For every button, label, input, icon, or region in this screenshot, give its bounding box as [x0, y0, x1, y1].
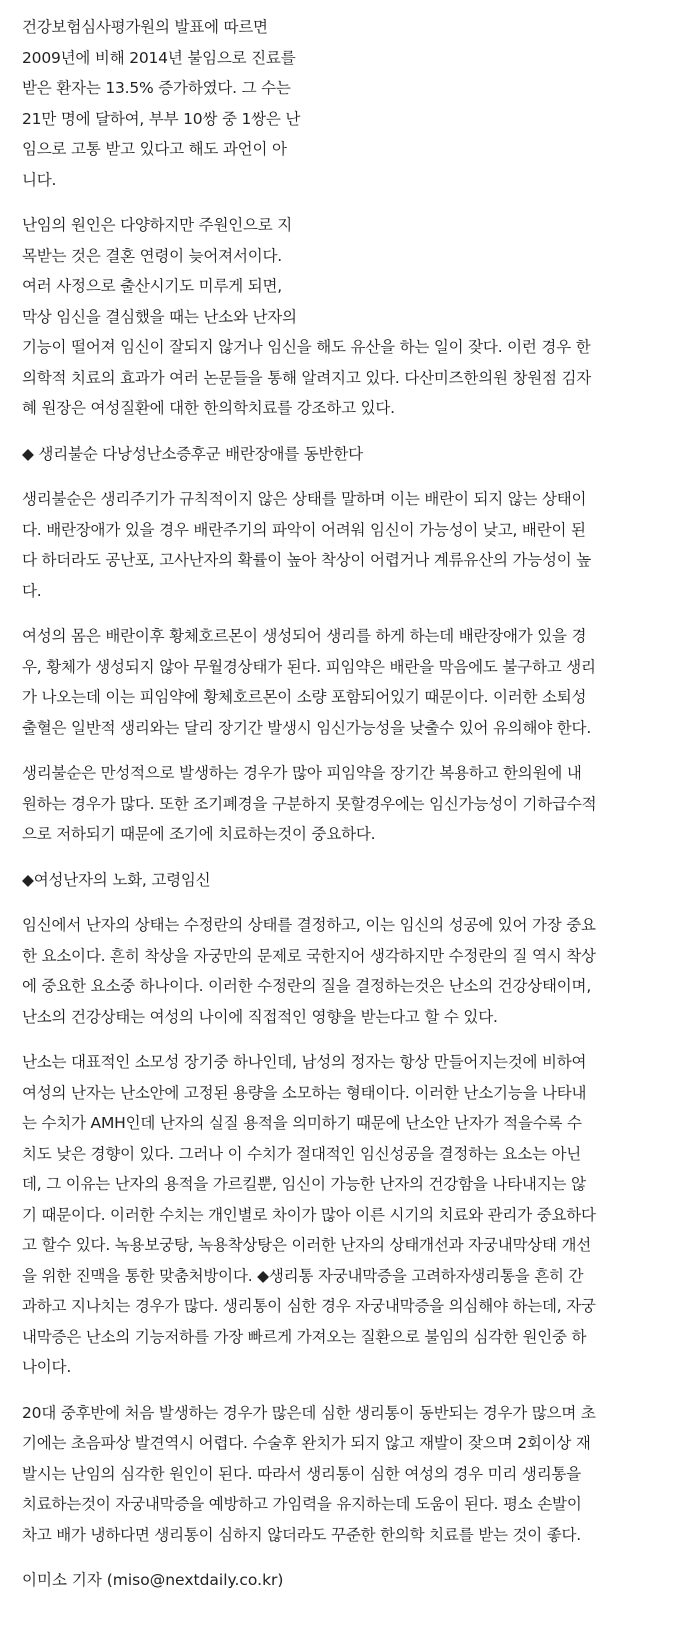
paragraph-line: 원하는 경우가 많다. 또한 조기폐경을 구분하지 못할경우에는 임신가능성이 기하급수적: [22, 794, 597, 813]
paragraph-line: 차고 배가 냉하다면 생리통이 심하지 않더라도 꾸준한 한의학 치료를 받는 것이 좋다.: [22, 1525, 582, 1544]
paragraph-line: 받은 환자는 13.5% 증가하였다. 그 수는: [22, 79, 291, 97]
paragraph-line: 임으로 고통 받고 있다고 해도 과언이 아: [22, 140, 287, 158]
paragraph-line: 우, 황체가 생성되지 않아 무월경상태가 된다. 피임약은 배란을 막음에도 불구하고 생리: [22, 657, 596, 676]
paragraph-line: 으로 저하되기 때문에 조기에 치료하는것이 중요하다.: [22, 825, 376, 843]
paragraph-line: 여러 사정으로 출산시기도 미루게 되면,: [22, 277, 283, 295]
paragraph-line: 기능이 떨어져 임신이 잘되지 않거나 임신을 해도 유산을 하는 일이 잦다. 이런 경우 한: [22, 338, 591, 356]
paragraph-line: 가 나오는데 이는 피임약에 황체호르몬이 소량 포함되어있기 때문이다. 이러한 소퇴성: [22, 688, 587, 706]
paragraph-line: 는 수치가 AMH인데 난자의 실질 용적을 의미하기 때문에 난소안 난자가 적을수록 수: [22, 1114, 582, 1132]
paragraph-line: 난소는 대표적인 소모성 장기중 하나인데, 남성의 정자는 항상 만들어지는것에 비하여: [22, 1053, 587, 1071]
paragraph-line: 을 위한 진맥을 통한 맞춤처방이다. ◆생리통 자궁내막증을 고려하자생리통을 흔히 간: [22, 1266, 584, 1285]
paragraph-line: 난임의 원인은 다양하지만 주원인으로 지: [22, 216, 293, 234]
paragraph-line: 생리불순은 만성적으로 발생하는 경우가 많아 피임약을 장기간 복용하고 한의원에 내: [22, 764, 582, 782]
paragraph-gap: [22, 424, 696, 439]
article-paragraph: [22, 484, 696, 606]
paragraph-line: 과하고 지나치는 경우가 많다. 생리통이 심한 경우 자궁내막증을 의심해야 하는데, 자궁: [22, 1297, 596, 1315]
paragraph-line: 20대 중후반에 처음 발생하는 경우가 많은데 심한 생리통이 동반되는 경우가 많으며 초: [22, 1403, 596, 1422]
paragraph-gap: [22, 1383, 696, 1398]
paragraph-line: 다 하더라도 공난포, 고사난자의 확률이 높아 착상이 어렵거나 계류유산의 가능성이 높: [22, 551, 592, 569]
paragraph-gap: [22, 743, 696, 758]
paragraph-line: 혜 원장은 여성질환에 대한 한의학치료를 강조하고 있다.: [22, 399, 395, 417]
section-heading: ◆ 생리불순 다낭성난소증후군 배란장애를 동반한다: [22, 444, 363, 463]
paragraph-line: 다. 배란장애가 있을 경우 배란주기의 파악이 어려워 임신이 가능성이 낮고, 배란이 된: [22, 520, 586, 539]
paragraph-gap: [22, 895, 696, 910]
paragraph-line: 2009년에 비해 2014년 불임으로 진료를: [22, 48, 296, 67]
paragraph-line: 다.: [22, 581, 42, 600]
article-content: [22, 12, 696, 1565]
paragraph-line: 여성의 난자는 난소안에 고정된 용량을 소모하는 형태이다. 이러한 난소기능을 나타내: [22, 1083, 587, 1102]
paragraph-line: 막상 임신을 결심했을 때는 난소와 난자의: [22, 307, 297, 326]
paragraph-line: 발시는 난임의 심각한 원인이 된다. 따라서 생리통이 심한 여성의 경우 미리 생리통을: [22, 1464, 582, 1483]
paragraph-line: 치도 낮은 경향이 있다. 그러나 이 수치가 절대적인 임신성공을 결정하는 요소는 아닌: [22, 1144, 582, 1163]
article-paragraph: [22, 12, 696, 195]
paragraph-line: 건강보험심사평가원의 발표에 따르면: [22, 18, 268, 36]
article-paragraph: [22, 210, 696, 424]
article-paragraph: [22, 910, 696, 1032]
paragraph-line: 임신에서 난자의 상태는 수정란의 상태를 결정하고, 이는 임신의 성공에 있어 가장 중요: [22, 916, 596, 934]
paragraph-line: 기 때문이다. 이러한 수치는 개인별로 차이가 많아 이른 시기의 치료와 관리가 중요하다: [22, 1205, 596, 1224]
paragraph-gap: [22, 1032, 696, 1047]
paragraph-line: 에 중요한 요소중 하나이다. 이러한 수정란의 질을 결정하는것은 난소의 건강상태이며,: [22, 977, 592, 995]
paragraph-line: 21만 명에 달하여, 부부 10쌍 중 1쌍은 난: [22, 109, 301, 128]
paragraph-line: 생리불순은 생리주기가 규칙적이지 않은 상태를 말하며 이는 배란이 되지 않는 상태이: [22, 490, 587, 508]
byline: 이미소 기자 (miso@nextdaily.co.kr): [22, 1571, 284, 1589]
paragraph-gap: [22, 850, 696, 865]
paragraph-line: 치료하는것이 자궁내막증을 예방하고 가임력을 유지하는데 도움이 된다. 평소 손발이: [22, 1495, 582, 1513]
paragraph-line: 출혈은 일반적 생리와는 달리 장기간 발생시 임신가능성을 낮출수 있어 유의해야 한다.: [22, 718, 592, 737]
article-paragraph: [22, 1047, 696, 1383]
article-paragraph: [22, 758, 696, 850]
paragraph-line: 목받는 것은 결혼 연령이 늦어져서이다.: [22, 246, 283, 265]
paragraph-gap: [22, 195, 696, 210]
paragraph-line: 데, 그 이유는 난자의 용적을 가르킬뿐, 임신이 가능한 난자의 건강함을 나타내지는 않: [22, 1175, 586, 1193]
paragraph-gap: [22, 469, 696, 484]
paragraph-gap: [22, 606, 696, 621]
paragraph-line: 고 할수 있다. 녹용보궁탕, 녹용착상탕은 이러한 난자의 상태개선과 자궁내막상태 개선: [22, 1236, 592, 1254]
section-heading: ◆여성난자의 노화, 고령임신: [22, 870, 211, 889]
article-paragraph: [22, 1398, 696, 1551]
paragraph-line: 여성의 몸은 배란이후 황체호르몬이 생성되어 생리를 하게 하는데 배란장애가 있을 경: [22, 627, 587, 645]
paragraph-line: 난소의 건강상태는 여성의 나이에 직접적인 영향을 받는다고 할 수 있다.: [22, 1007, 498, 1026]
paragraph-line: 의학적 치료의 효과가 여러 논문들을 통해 알려지고 있다. 다산미즈한의원 창원점 김자: [22, 368, 592, 387]
paragraph-line: 나이다.: [22, 1358, 72, 1376]
paragraph-line: 니다.: [22, 170, 57, 189]
article-paragraph: [22, 621, 696, 743]
paragraph-line: 한 요소이다. 흔히 착상을 자궁만의 문제로 국한지어 생각하지만 수정란의 질 역시 착상: [22, 946, 596, 965]
paragraph-gap: [22, 1550, 696, 1565]
paragraph-line: 기에는 초음파상 발견역시 어렵다. 수술후 완치가 되지 않고 재발이 잦으며 2회이상 재: [22, 1434, 591, 1452]
paragraph-line: 내막증은 난소의 기능저하를 가장 빠르게 가져오는 질환으로 불임의 심각한 원인중 하: [22, 1327, 587, 1346]
